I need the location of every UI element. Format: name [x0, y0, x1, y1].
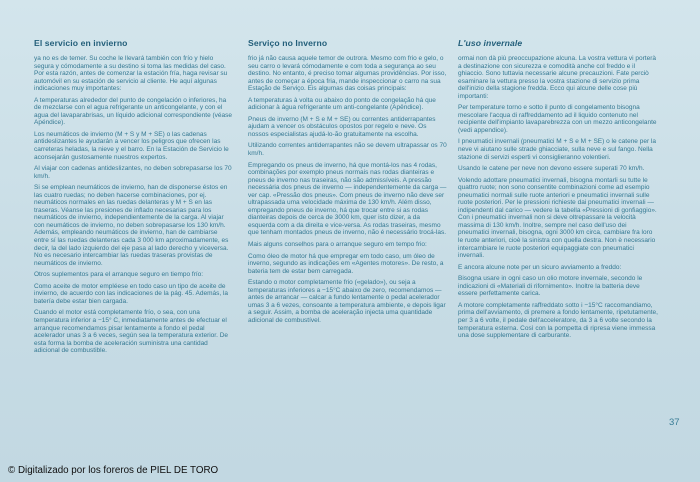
page-number: 37 [669, 417, 680, 428]
column-spanish [34, 38, 234, 359]
paragraph: Usando le catene per neve non devono essere superati 70 km/h. [458, 165, 645, 173]
paragraph: Mais alguns conselhos para o arranque seguro em tempo frio: [248, 241, 427, 249]
column-title: Serviço no Inverno [248, 38, 328, 48]
paragraph: E ancora alcune note per un sicuro avviamento a freddo: [458, 263, 622, 271]
paragraph: frio já não causa aquele temor de outrora. Mesmo com frio e gelo, o seu carro o levará cómodamente e com toda a segurança ao seu destino. No entanto, é preciso tomar algumas providências. Por isso, antes de começar a época fria, mande inspeccionar o carro na sua Estação de Serviço. Eis algumas das coisas principais: [248, 55, 447, 93]
paragraph: Bisogna usare in ogni caso un olio motore invernale, secondo le indicazioni di «Materiali di rifornimento». Inoltre la batteria deve essere perfettamente carica. [458, 275, 643, 298]
paragraph: Como óleo de motor há que empregar em todo caso, um óleo de inverno, segundo as indicações em «Agentes motores». De resto, a bateria tem de estar bem carregada. [248, 252, 444, 275]
column-portuguese [248, 38, 448, 329]
paragraph: Si se emplean neumáticos de invierno, han de disponerse éstos en las cuatro ruedas; no deben hacerse combinaciones, por ej. neumáticos normales en las ruedas delanteras y M + S en las traseras. Véanse las presiones de inflado necesarias para los neumáticos de invierno, independientemente de la carga. Al viajar con neumáticos de invierno, no deben sobrepasarse los 130 km/h. Además, empleando neumáticos de invierno, han de cambiarse entre sí las ruedas delanteras cada 3 000 km aproximadamente, es decir, la del lado izquierdo del eje pasa al lado derecho y viceversa. No es necesario intercambiar las ruedas traseras provistas de neumáticos de invierno. [34, 184, 229, 267]
paragraph: ormai non dà più preoccupazione alcuna. La vostra vettura vi porterà a destinazione con sicurezza e comodità anche col freddo e il ghiaccio. Sono tuttavia necessarie alcune precauzioni. Fate perciò esaminare la vettura presso la vostra stazione di servizio prima dell'inizio della stagione fredda. Ecco qui alcune delle cose più importanti: [458, 55, 657, 100]
column-title: L'uso invernale [458, 38, 523, 48]
column-italian [458, 38, 658, 344]
paragraph: Utilizando correntes antiderrapantes não se devem ultrapassar os 70 km/h. [248, 142, 447, 158]
paragraph: Los neumáticos de invierno (M + S y M + SE) o las cadenas antideslizantes le ayudarán a vencer los peligros que ofrecen las carreteras heladas, la nieve y el barro. En la Estación de Servicio le aconsejarán gustosamente nuestros expertos. [34, 130, 229, 161]
paragraph: A temperaturas à volta ou abaixo do ponto de congelação há que adicionar à água refrigerante um anti-congelante (Apêndice). [248, 96, 436, 112]
paragraph: Como aceite de motor empléese en todo caso un tipo de aceite de invierno, de acuerdo con las indicaciones de la pág. 45. Además, la batería debe estar bien cargada. [34, 282, 229, 305]
paragraph: A motore completamente raffreddato sotto i −15°C raccomandiamo, prima dell'avviamento, di premere a fondo lentamente, ripetutamente, per 3 a 6 volte, il pedale dell'acceleratore, da 3 a 6 volte secondo la temperatura esterna. Così con la pompetta di ripresa viene immessa una dose supplementare di carburante. [458, 301, 658, 340]
paragraph: Per temperature torno e sotto il punto di congelamento bisogna mescolare l'acqua di raffreddamento ad il liquido contenuto nel recipiente dell'impianto lavaparebrezza con un mezzo anticongelante (vedi appendice). [458, 104, 657, 134]
paragraph: A temperaturas alrededor del punto de congelación o inferiores, ha de mezclarse con el agua refrigerante un anticongelante, y con el agua del lavaparabrisas, un líquido adicional correspondiente (véase Apéndice). [34, 96, 233, 127]
paragraph: I pneumatici invernali (pneumatici M + S e M + SE) o le catene per la neve vi aiutano sulle strade ghiacciate, sulla neve e sul fango. Nella stazione di servizi esperti vi consiglieranno volentieri. [458, 138, 656, 161]
paragraph: Al viajar con cadenas antideslizantes, no deben sobrepasarse los 70 km/h. [34, 165, 232, 180]
paragraph: Empregando os pneus de inverno, há que montá-los nas 4 rodas, combinações por exemplo pneus normais nas rodas dianteiras e pneus de inverno nas traseiras, não são admissíveis. A pressão necessária dos pneus de inverno — independentemente da carga — ver cap. «Pressão dos pneus». Com pneus de inverno não deve ser ultrapassada uma velocidade máxima de 130 km/h. Além disso, empregando pneus de inverno, há que trocar entre si as rodas dianteiras depois de cerca de 3000 km, quer isto dizer, a da esquerda com a da direita e vice-versa. As rodas traseiras, mesmo que tenham montados pneus de inverno, não é necessário trocá-las. [248, 161, 447, 237]
column-title: El servicio en invierno [34, 38, 128, 48]
paragraph: Otros suplementos para el arranque seguro en tiempo frío: [34, 271, 204, 279]
paragraph: Cuando el motor está completamente frío, o sea, con una temperatura inferior a −15° C, inmediatamente antes de efectuar el arranque recomendamos pisar lentamente a fondo el pedal acelerador unas 3 a 6 veces, según sea la temperatura exterior. De esta forma la bomba de aceleración suministra una cantidad adicional de combustible. [34, 309, 229, 355]
paragraph: Estando o motor completamente frio («gelado»), ou seja a temperaturas inferiores a −15°C abaixo de zero, recomendamos — antes de arrancar — calcar a fundo lentamente o pedal acelerador umas 3 a 6 vezes, consoante a temperatura ambiente, e depois ligar a seguir. Assim, a bomba de aceleração injecta uma quantidade adicional de combustível. [248, 279, 446, 324]
digitization-credit: © Digitalizado por los foreros de PIEL DE TORO [8, 465, 219, 476]
paragraph: ya no es de temer. Su coche le llevará también con frío y hielo segura y cómodamente a su destino si toma las medidas del caso. Por esta razón, antes de comenzar la estación fría, haga revisar su automóvil en su estación de servicio al cliente. He aquí algunas indicaciones muy importantes: [34, 55, 228, 93]
paragraph: Volendo adottare pneumatici invernali, bisogna montarli su tutte le quattro ruote; non sono consentite combinazioni come ad esempio pneumatici normali sulle ruote anteriori e pneumatici invernali sulle ruote posteriori. Per le pressioni richieste dai pneumatici invernali — indipendenti dal carico — vedere la tabella «Pressioni di gonfiaggio». Con i pneumatici invernali non si deve oltrepassare la velocità massima di 130 km/h. Inoltre, sempre nel caso dell'uso dei pneumatici invernali, bisogna, ogni 3000 km circa, cambiare fra loro le ruote anteriori, cioè la sinistra con quella destra. Non è necessario intercambiare le ruote posteriori equipaggiate con pneumatici invernali. [458, 176, 657, 260]
paragraph: Pneus de inverno (M + S e M + SE) ou correntes antiderrapantes ajudam a vencer os obstáculos opostos por regelo e neve. Os nossos especialistas ajudá-lo-ão gratuitamente na escolha. [248, 115, 436, 138]
